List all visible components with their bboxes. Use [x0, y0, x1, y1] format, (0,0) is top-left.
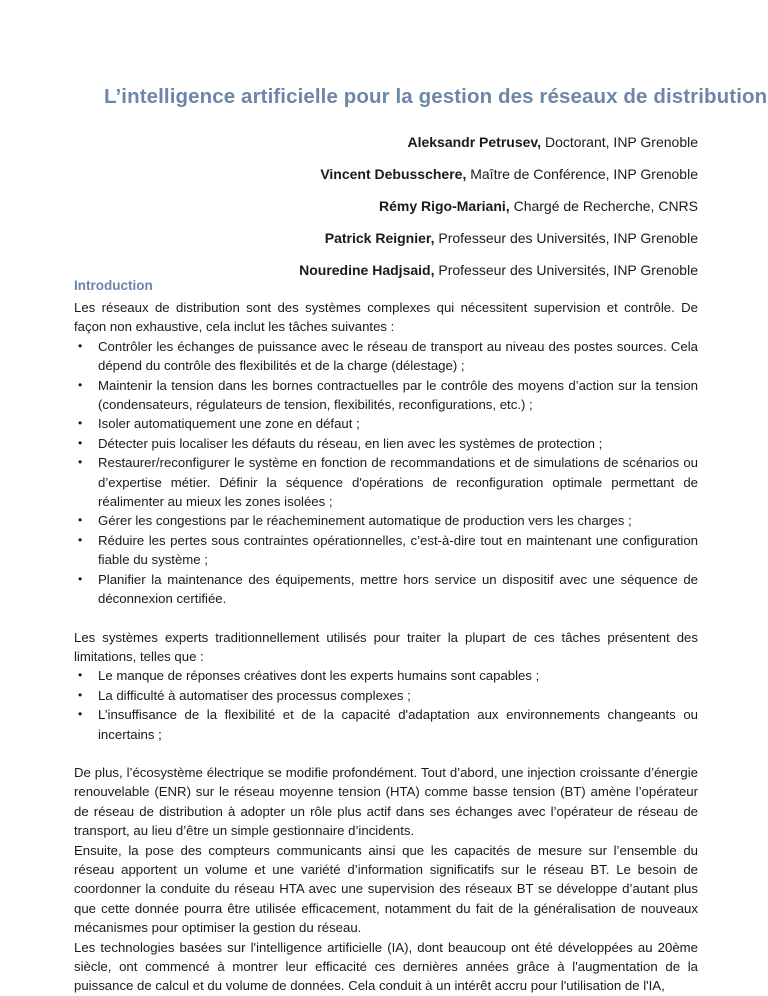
author-line [74, 164, 698, 196]
bullet-icon: • [78, 416, 83, 431]
bullet-icon: • [78, 377, 83, 392]
author-name: Vincent Debusschere, [320, 166, 467, 182]
paragraph: Les réseaux de distribution sont des systèmes complexes qui nécessitent supervision et contrôle. De façon non exhaustive, cela inclut les tâches suivantes : [74, 300, 698, 335]
bullet-icon: • [78, 513, 83, 528]
bullet-icon: • [78, 455, 83, 470]
author-role: Professeur des Universités, INP Grenoble [434, 230, 698, 246]
author-name: Nouredine Hadjsaid, [299, 262, 435, 278]
author-list [74, 132, 698, 292]
author-name: Rémy Rigo-Mariani, [378, 198, 510, 214]
bullet-icon: • [78, 668, 83, 683]
list-item: • Isoler automatiquement une zone en défaut ; [74, 414, 698, 433]
document-title: L’intelligence artificielle pour la gestion des réseaux de distribution [104, 85, 768, 108]
author-line [74, 228, 698, 260]
author-role: Maître de Conférence, INP Grenoble [466, 166, 698, 182]
introduction-body [74, 298, 698, 996]
paragraph: Ensuite, la pose des compteurs communicants ainsi que les capacités de mesure sur l’ensemble du réseau apportent un volume et une variété d’information significatifs sur le réseau BT. Le besoin de coordonner la conduite du réseau HTA avec une supervision des réseaux BT se développe d’autant plus que cette donnée pourra être utilisée efficacement, notamment du fait de la généralisation de nouveaux mécanismes pour optimiser la gestion du réseau. [74, 842, 698, 936]
list-item: • La difficulté à automatiser des processus complexes ; [74, 686, 698, 705]
section-heading-introduction: Introduction [74, 278, 153, 293]
author-line [74, 196, 698, 228]
limitation-list [74, 666, 698, 744]
spacer [74, 609, 698, 628]
list-item: • Détecter puis localiser les défauts du réseau, en lien avec les systèmes de protection ; [74, 434, 698, 453]
author-name: Aleksandr Petrusev, [407, 134, 542, 150]
author-line [74, 132, 698, 164]
bullet-icon: • [78, 707, 83, 722]
bullet-icon: • [78, 532, 83, 547]
spacer [74, 744, 698, 763]
list-item: • Gérer les congestions par le réacheminement automatique de production vers les charges ; [74, 511, 698, 530]
bullet-icon: • [78, 338, 83, 353]
author-role: Chargé de Recherche, CNRS [509, 198, 698, 214]
author-line [74, 260, 698, 292]
bullet-icon: • [78, 687, 83, 702]
paragraph: Les systèmes experts traditionnellement utilisés pour traiter la plupart de ces tâches présentent des limitations, telles que : [74, 629, 698, 664]
paragraph: De plus, l’écosystème électrique se modifie profondément. Tout d’abord, une injection croissante d’énergie renouvelable (ENR) sur le réseau moyenne tension (HTA) comme basse tension (BT) amène l’opérateur de réseau de distribution à adopter un rôle plus actif dans ses échanges avec l’opérateur de réseau de transport, au lieu d’être un simple gestionnaire d’incidents. [74, 764, 698, 839]
author-role: Professeur des Universités, INP Grenoble [434, 262, 698, 278]
list-item: • Le manque de réponses créatives dont les experts humains sont capables ; [74, 666, 698, 685]
list-item: • Restaurer/reconfigurer le système en fonction de recommandations et de simulations de scénarios ou d’expertise métier. Définir la séquence d'opérations de reconfiguration optimale permettant de réalimenter au mieux les zones isolées ; [78, 455, 698, 510]
list-item: • Maintenir la tension dans les bornes contractuelles par le contrôle des moyens d’action sur la tension (condensateurs, régulateurs de tension, flexibilités, reconfigurations, etc.) ; [78, 377, 698, 413]
author-role: Doctorant, INP Grenoble [541, 134, 698, 150]
bullet-icon: • [78, 571, 83, 586]
list-item: • Réduire les pertes sous contraintes opérationnelles, c’est-à-dire tout en maintenant une configuration fiable du système ; [78, 532, 698, 568]
list-item: • L’insuffisance de la flexibilité et de la capacité d'adaptation aux environnements changeants ou incertains ; [78, 707, 698, 742]
task-list [74, 337, 698, 609]
list-item: • Contrôler les échanges de puissance avec le réseau de transport au niveau des postes sources. Cela dépend du contrôle des flexibilités et de la charge (délestage) ; [78, 338, 698, 374]
author-name: Patrick Reignier, [324, 230, 435, 246]
paragraph: Les technologies basées sur l'intelligence artificielle (IA), dont beaucoup ont été développées au 20ème siècle, ont commencé à montrer leur efficacité ces dernières années grâce à l'augmentation de la puissance de calcul et du volume de données. Cela conduit à un intérêt accru pour l'utilisation de l'IA, [74, 939, 698, 994]
bullet-icon: • [78, 435, 83, 450]
list-item: • Planifier la maintenance des équipements, mettre hors service un dispositif avec une séquence de déconnexion certifiée. [78, 571, 698, 607]
